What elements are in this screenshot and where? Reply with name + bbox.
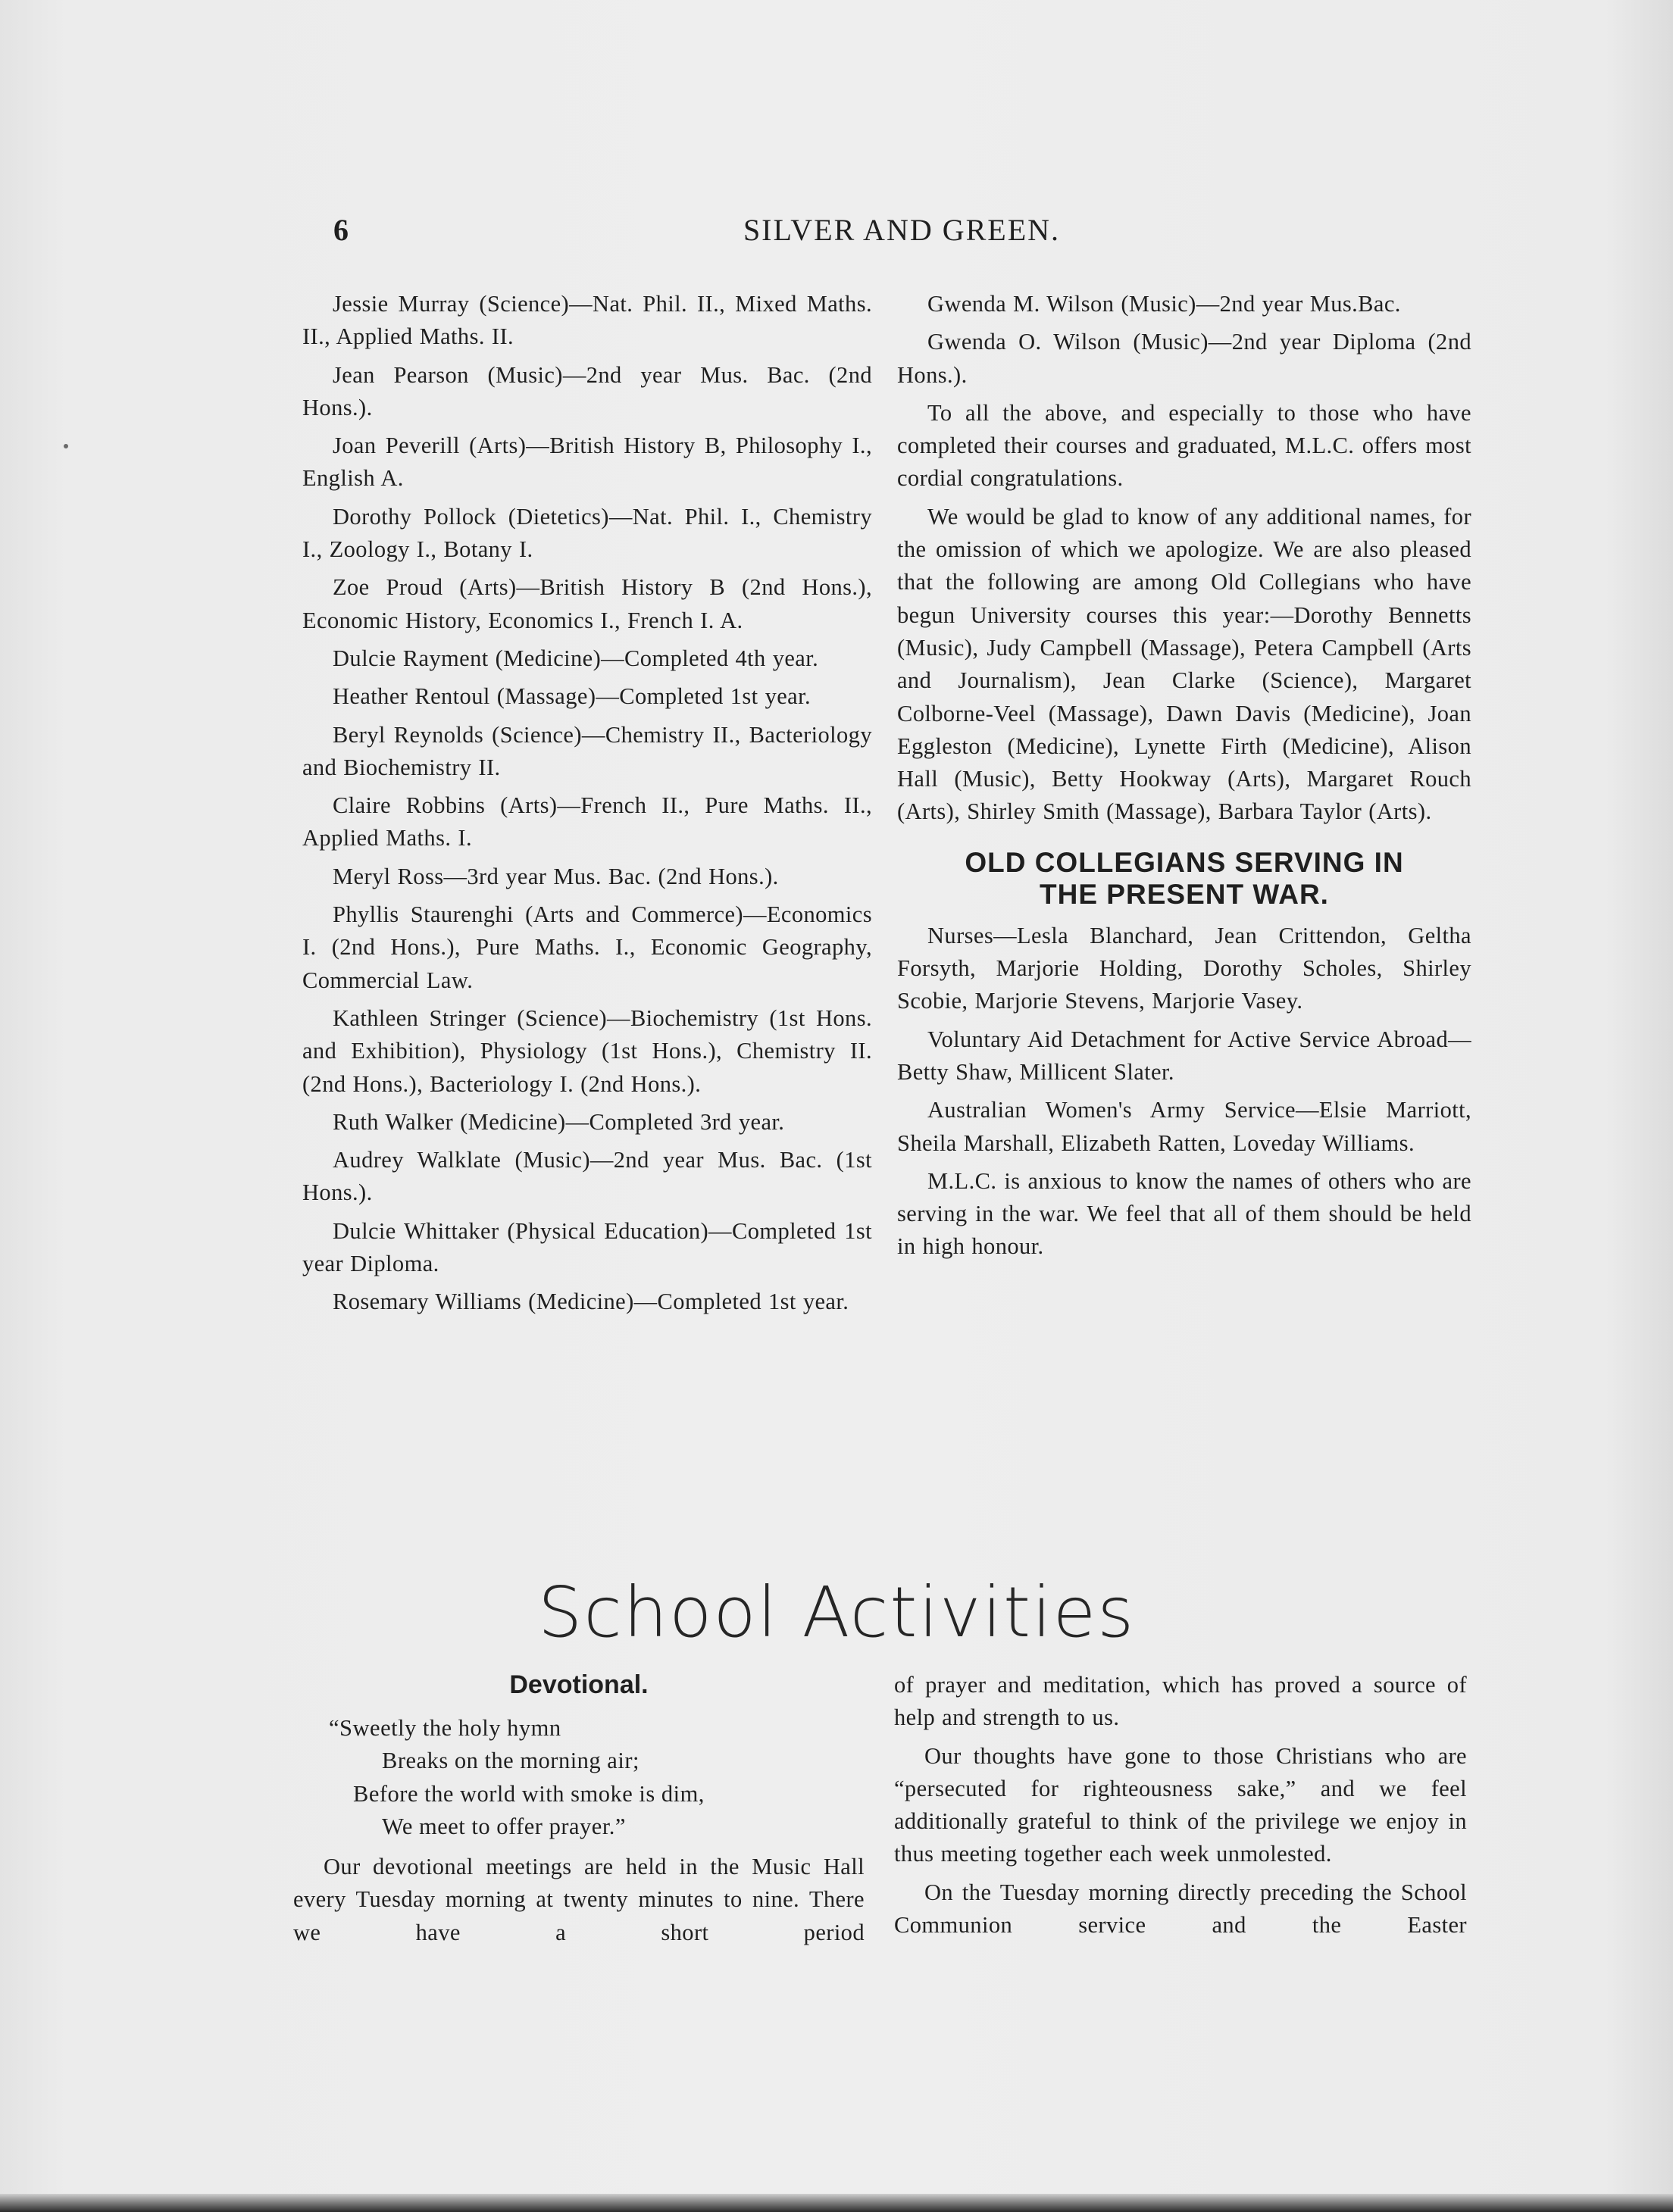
war-service-heading-line-1: OLD COLLEGIANS SERVING IN <box>965 846 1404 878</box>
school-activities-title: School Activities <box>537 1572 1136 1653</box>
persecuted-christians-paragraph: Our thoughts have gone to those Christians who are “persecuted for righteousness sake,” and we feel additionally grateful to think of the privilege we enjoy in thus meeting together each week unmolested. <box>894 1742 1467 1867</box>
new-university-students-paragraph: We would be glad to know of any additional names, for the omission of which we apologize. We are also pleased that the following are among Old Collegians who have begun University courses this year:—Dorothy Bennetts (Music), Judy Campbell (Massage), Petera Campbell (Arts and Journalism), Jean Clarke (Science), Margaret Colborne-Veel (Massage), Dawn Davis (Medicine), Joan Eggleston (Medicine), Lynette Firth (Medicine), Alison Hall (Music), Betty Hookway (Arts), Margaret Rouch (Arts), Shirley Smith (Massage), Barbara Taylor (Arts). <box>897 503 1471 825</box>
graduate-entry: Beryl Reynolds (Science)—Chemistry II., Bacteriology and Biochemistry II. <box>302 721 872 780</box>
graduates-list-left-column <box>302 288 872 1324</box>
graduate-entry: Claire Robbins (Arts)—French II., Pure Maths. II., Applied Maths. I. <box>302 792 872 851</box>
devotional-left-column <box>293 1667 865 1954</box>
graduate-entry: Ruth Walker (Medicine)—Completed 3rd year. <box>333 1108 785 1135</box>
graduate-entry: Kathleen Stringer (Science)—Biochemistry (1st Hons. and Exhibition), Physiology (1st Hons.), Chemistry II. (2nd Hons.), Bacteriology I. (2nd Hons.). <box>302 1004 872 1097</box>
congratulations-paragraph: To all the above, and especially to those who have completed their courses and graduated, M.L.C. offers most cordial congratulations. <box>897 399 1471 492</box>
hymn-quote <box>293 1712 865 1843</box>
hymn-line: “Sweetly the holy hymn <box>329 1715 561 1741</box>
graduate-entry: Zoe Proud (Arts)—British History B (2nd Hons.), Economic History, Economics I., French I. A. <box>302 574 872 633</box>
graduate-entry: Heather Rentoul (Massage)—Completed 1st year. <box>333 683 811 710</box>
hymn-line: We meet to offer prayer.” <box>382 1813 626 1839</box>
graduate-entry: Meryl Ross—3rd year Mus. Bac. (2nd Hons.). <box>333 863 779 889</box>
devotional-continued-paragraph: of prayer and meditation, which has proved a source of help and strength to us. <box>894 1672 1467 1731</box>
page-header <box>333 212 1470 258</box>
scan-speck <box>64 444 68 448</box>
graduate-entry: Phyllis Staurenghi (Arts and Commerce)—Economics I. (2nd Hons.), Pure Maths. I., Economic Geography, Commercial Law. <box>302 901 872 993</box>
devotional-right-column <box>894 1669 1467 1947</box>
war-service-closing-paragraph: M.L.C. is anxious to know the names of others who are serving in the war. We feel that all of them should be held in high honour. <box>897 1167 1471 1260</box>
graduate-entry: Joan Peverill (Arts)—British History B, Philosophy I., English A. <box>302 433 872 492</box>
graduates-list-right-column <box>897 288 1471 1269</box>
graduate-entry: Jessie Murray (Science)—Nat. Phil. II., Mixed Maths. II., Applied Maths. II. <box>302 291 872 350</box>
hymn-line: Breaks on the morning air; <box>382 1748 639 1774</box>
devotional-meetings-paragraph: Our devotional meetings are held in the Music Hall every Tuesday morning at twenty minutes to nine. There we have a short period <box>293 1854 865 1945</box>
war-service-heading <box>897 847 1471 911</box>
graduate-entry: Jean Pearson (Music)—2nd year Mus. Bac. (2nd Hons.). <box>302 361 872 420</box>
awas-paragraph: Australian Women's Army Service—Elsie Marriott, Sheila Marshall, Elizabeth Ratten, Loveday Williams. <box>897 1097 1471 1156</box>
graduate-entry: Rosemary Williams (Medicine)—Completed 1st year. <box>333 1289 849 1315</box>
communion-paragraph: On the Tuesday morning directly preceding the School Communion service and the Easter <box>894 1879 1467 1939</box>
running-title: SILVER AND GREEN. <box>743 213 1061 247</box>
graduate-entry: Audrey Walklate (Music)—2nd year Mus. Bac. (1st Hons.). <box>302 1147 872 1206</box>
graduate-entry: Dulcie Rayment (Medicine)—Completed 4th year. <box>333 645 819 671</box>
scan-bottom-edge <box>0 2194 1673 2212</box>
vad-paragraph: Voluntary Aid Detachment for Active Service Abroad—Betty Shaw, Millicent Slater. <box>897 1026 1471 1085</box>
devotional-heading: Devotional. <box>509 1670 649 1699</box>
page-number: 6 <box>333 213 349 247</box>
hymn-line: Before the world with smoke is dim, <box>353 1780 705 1807</box>
nurses-paragraph: Nurses—Lesla Blanchard, Jean Crittendon, Geltha Forsyth, Marjorie Holding, Dorothy Scholes, Shirley Scobie, Marjorie Stevens, Marjorie Vasey. <box>897 922 1471 1014</box>
graduate-entry: Gwenda O. Wilson (Music)—2nd year Diploma (2nd Hons.). <box>897 329 1471 388</box>
graduate-entry: Dorothy Pollock (Dietetics)—Nat. Phil. I., Chemistry I., Zoology I., Botany I. <box>302 503 872 563</box>
graduate-entry: Dulcie Whittaker (Physical Education)—Completed 1st year Diploma. <box>302 1217 872 1277</box>
graduate-entry: Gwenda M. Wilson (Music)—2nd year Mus.Bac. <box>927 291 1401 317</box>
war-service-heading-line-2: THE PRESENT WAR. <box>1040 878 1329 910</box>
